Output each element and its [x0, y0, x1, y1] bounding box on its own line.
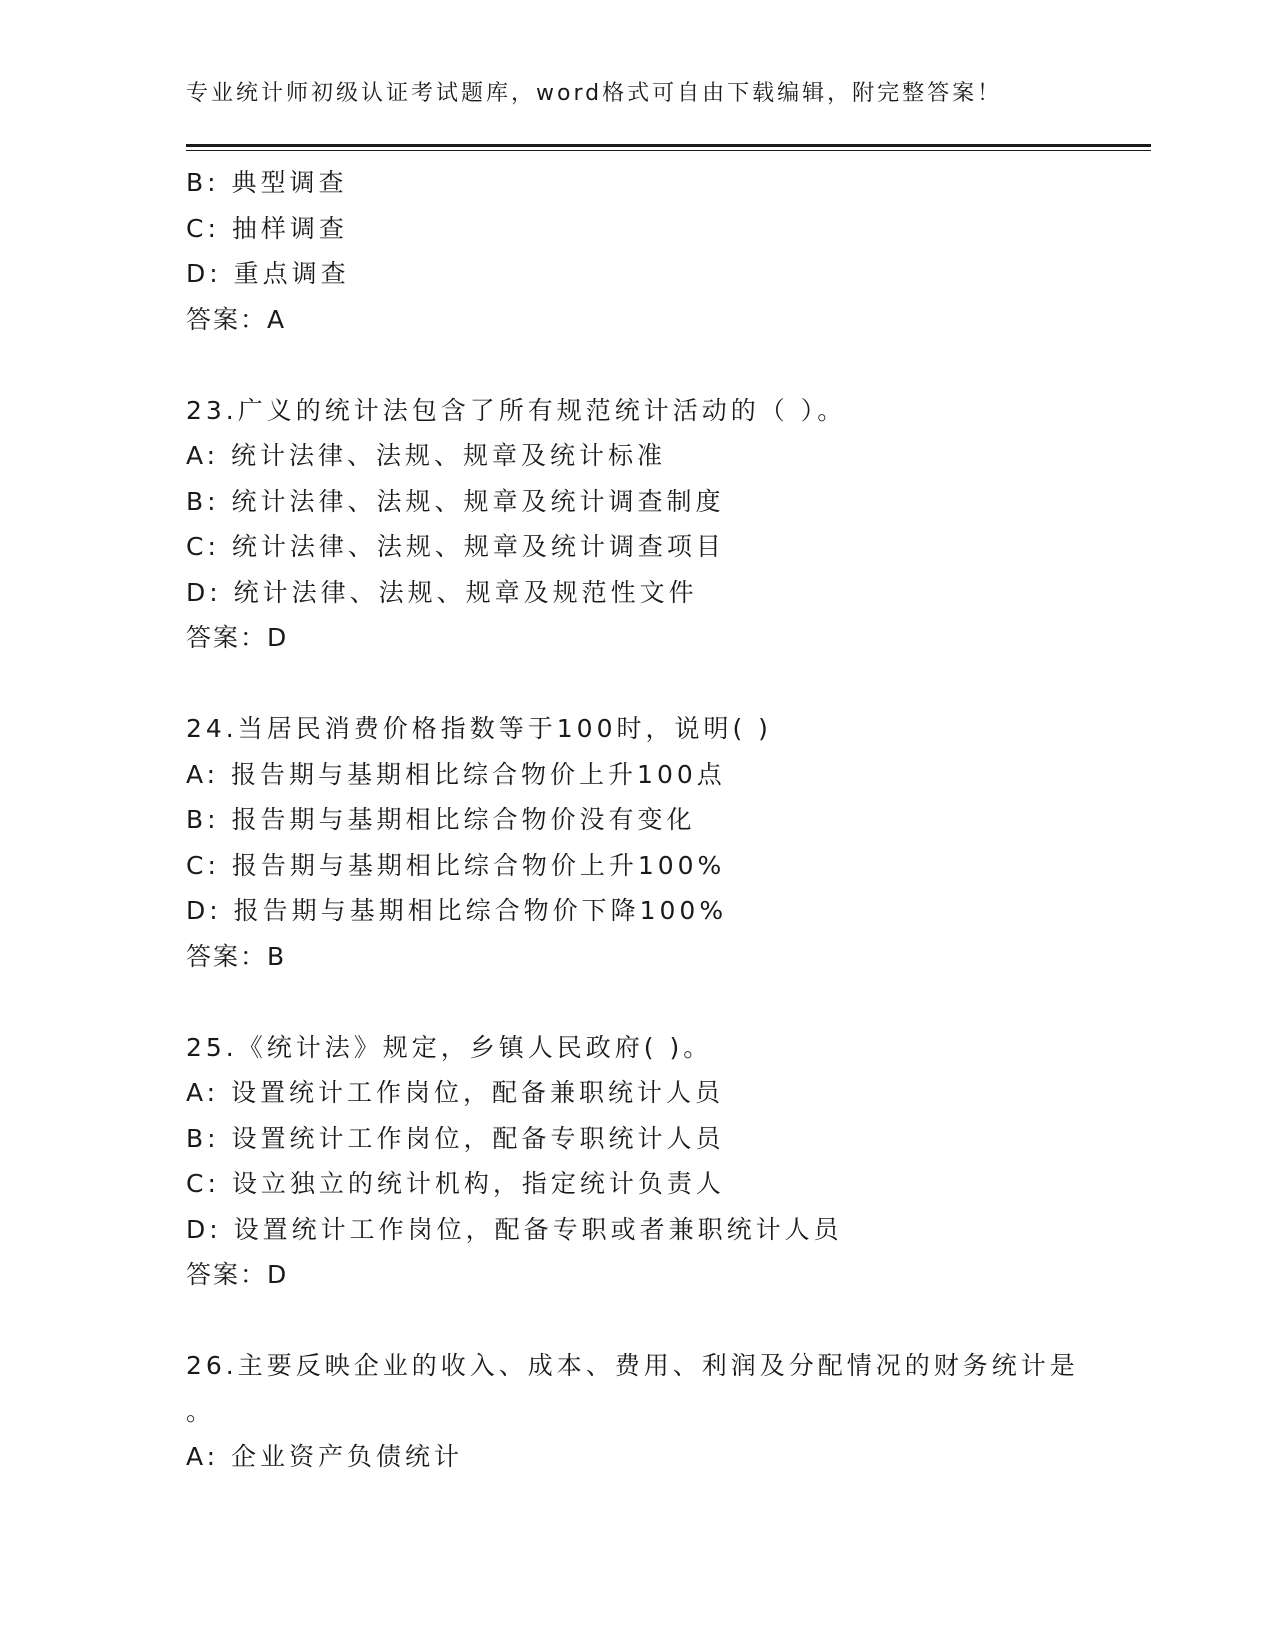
question-text: 26.主要反映企业的收入、成本、费用、利润及分配情况的财务统计是 — [186, 1351, 1079, 1380]
question-block-23 — [186, 388, 1151, 661]
option-d: D: 报告期与基期相比综合物价下降100% — [186, 896, 728, 925]
option-d: D: 设置统计工作岗位，配备专职或者兼职统计人员 — [186, 1214, 843, 1244]
option-b: B: 统计法律、法规、规章及统计调查制度 — [186, 486, 725, 516]
option-c: C: 报告期与基期相比综合物价上升100% — [186, 850, 726, 880]
spacer — [186, 342, 1151, 388]
option-d: D: 统计法律、法规、规章及规范性文件 — [186, 577, 698, 607]
option-a: A: 企业资产负债统计 — [186, 1442, 464, 1471]
question-block-24 — [186, 706, 1151, 979]
question-block-22 — [186, 160, 1151, 342]
question-text-continued: 。 — [186, 1396, 216, 1426]
option-a: A: 设置统计工作岗位，配备兼职统计人员 — [186, 1078, 725, 1107]
answer-line: 答案：B — [186, 941, 287, 971]
option-a: A: 报告期与基期相比综合物价上升100点 — [186, 759, 726, 789]
answer-line: 答案：A — [186, 304, 287, 334]
header-rule-thick — [186, 144, 1151, 147]
question-block-25 — [186, 1025, 1151, 1298]
spacer — [186, 979, 1151, 1025]
option-d: D: 重点调查 — [186, 259, 350, 288]
option-b: B: 设置统计工作岗位，配备专职统计人员 — [186, 1123, 725, 1153]
question-block-26 — [186, 1343, 1151, 1480]
option-b: B: 报告期与基期相比综合物价没有变化 — [186, 805, 696, 834]
question-text: 25.《统计法》规定，乡镇人民政府( )。 — [186, 1032, 713, 1062]
page-header: 专业统计师初级认证考试题库，word格式可自由下载编辑，附完整答案！ — [186, 81, 1003, 106]
option-b: B: 典型调查 — [186, 168, 348, 197]
spacer — [186, 1298, 1151, 1344]
option-c: C: 抽样调查 — [186, 213, 348, 243]
option-a: A: 统计法律、法规、规章及统计标准 — [186, 441, 667, 470]
spacer — [186, 661, 1151, 707]
question-content — [186, 160, 1151, 1480]
header-rule-thin — [186, 150, 1151, 151]
question-text: 24.当居民消费价格指数等于100时，说明( ) — [186, 714, 772, 743]
answer-line: 答案：D — [186, 1260, 289, 1289]
option-c: C: 设立独立的统计机构，指定统计负责人 — [186, 1169, 725, 1198]
question-text: 23.广义的统计法包含了所有规范统计活动的（ ）。 — [186, 395, 847, 425]
answer-line: 答案：D — [186, 623, 289, 652]
option-c: C: 统计法律、法规、规章及统计调查项目 — [186, 532, 725, 561]
